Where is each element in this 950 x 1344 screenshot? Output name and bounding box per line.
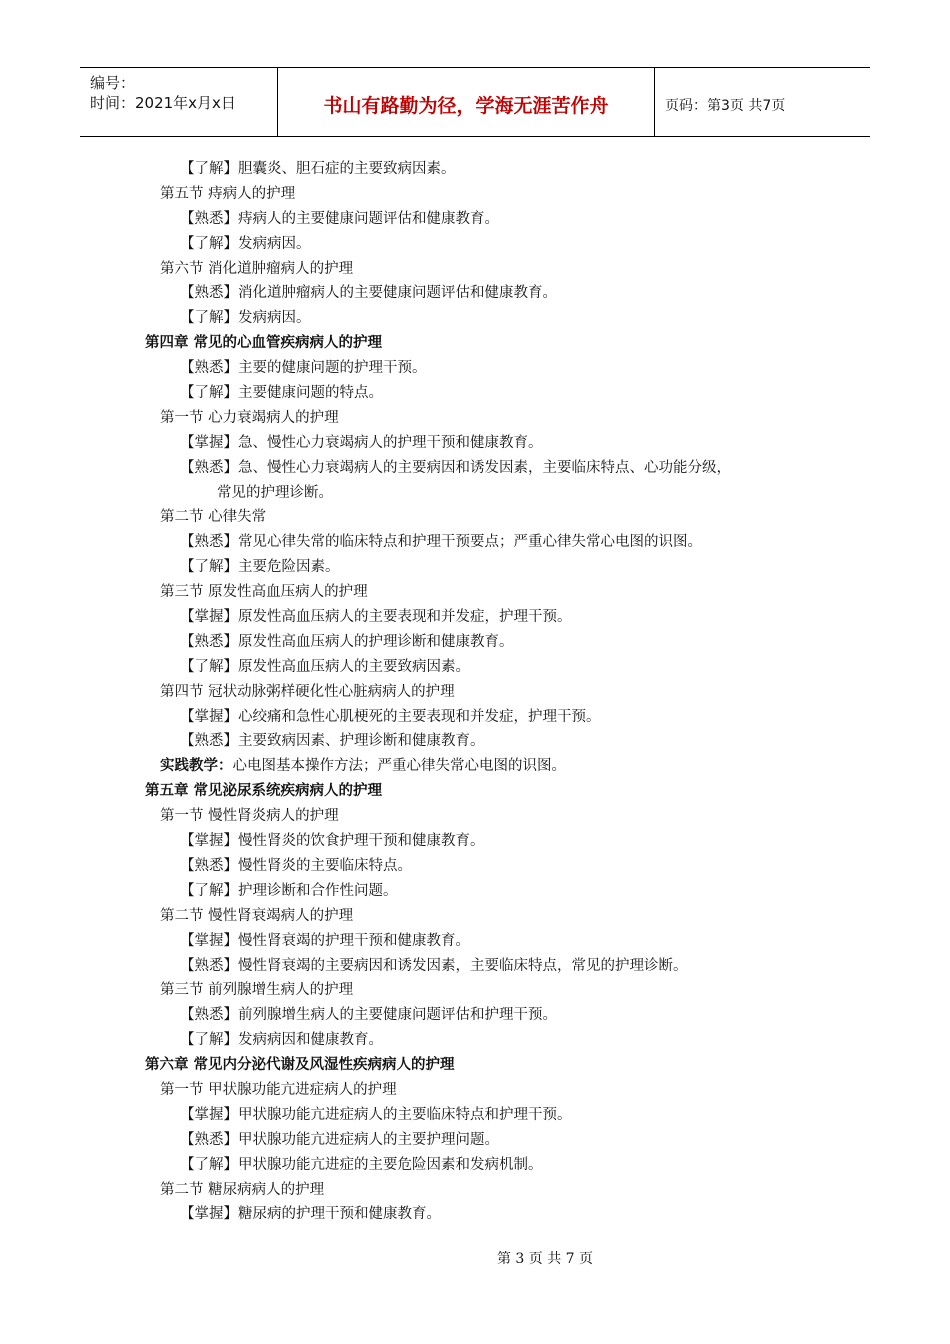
outline-item: 【掌握】心绞痛和急性心肌梗死的主要表现和并发症，护理干预。 <box>180 708 601 725</box>
outline-item: 【了解】发病病因和健康教育。 <box>180 1032 383 1049</box>
section-heading: 第二节 糖尿病病人的护理 <box>160 1181 325 1198</box>
outline-item: 【熟悉】慢性肾炎的主要临床特点。 <box>180 857 412 874</box>
practice-note <box>0 754 950 779</box>
header-motto-cell <box>278 68 655 136</box>
outline-item: 【掌握】慢性肾衰竭的护理干预和健康教育。 <box>180 932 470 949</box>
outline-item: 【熟悉】甲状腺功能亢进症病人的主要护理问题。 <box>180 1131 499 1148</box>
chapter-heading: 第四章 常见的心血管疾病病人的护理 <box>145 335 383 352</box>
header-date-label: 时间：2021年x月x日 <box>90 94 236 112</box>
header-page-label: 页码：第3页 共7页 <box>665 98 786 114</box>
outline-item: 【熟悉】前列腺增生病人的主要健康问题评估和护理干预。 <box>180 1007 557 1024</box>
outline-item: 【了解】甲状腺功能亢进症的主要危险因素和发病机制。 <box>180 1156 543 1173</box>
header-number-label: 编号： <box>90 74 136 92</box>
section-heading: 第三节 原发性高血压病人的护理 <box>160 584 368 601</box>
section-heading: 第六节 消化道肿瘤病人的护理 <box>160 260 354 277</box>
section-heading: 第一节 慢性肾炎病人的护理 <box>160 808 339 825</box>
outline-item: 【掌握】原发性高血压病人的主要表现和并发症，护理干预。 <box>180 609 572 626</box>
outline-item: 【了解】护理诊断和合作性问题。 <box>180 882 398 899</box>
section-heading: 第一节 心力衰竭病人的护理 <box>160 409 339 426</box>
page-footer: 第 3 页 共 7 页 <box>496 1251 594 1267</box>
outline-item: 【了解】胆囊炎、胆石症的主要致病因素。 <box>180 161 456 177</box>
outline-item: 【了解】原发性高血压病人的主要致病因素。 <box>180 658 470 675</box>
header-motto: 书山有路勤为径，学海无涯苦作舟 <box>323 95 609 117</box>
outline-item: 【熟悉】消化道肿瘤病人的主要健康问题评估和健康教育。 <box>180 285 557 302</box>
section-heading: 第四节 冠状动脉粥样硬化性心脏病病人的护理 <box>160 683 455 700</box>
outline-item: 【熟悉】主要致病因素、护理诊断和健康教育。 <box>180 733 485 750</box>
outline-item: 【熟悉】痔病人的主要健康问题评估和健康教育。 <box>180 210 499 227</box>
outline-item: 【掌握】急、慢性心力衰竭病人的护理干预和健康教育。 <box>180 434 543 451</box>
outline-item: 【熟悉】慢性肾衰竭的主要病因和诱发因素，主要临床特点，常见的护理诊断。 <box>180 957 688 974</box>
outline-item: 【熟悉】原发性高血压病人的护理诊断和健康教育。 <box>180 633 514 650</box>
chapter-heading: 第五章 常见泌尿系统疾病病人的护理 <box>145 783 383 800</box>
outline-item: 【了解】主要危险因素。 <box>180 559 340 576</box>
section-heading: 第五节 痔病人的护理 <box>160 185 296 202</box>
practice-label: 实践教学： <box>160 758 233 775</box>
outline-item: 【熟悉】急、慢性心力衰竭病人的主要病因和诱发因素，主要临床特点、心功能分级， <box>180 459 731 476</box>
outline-item: 【了解】发病病因。 <box>180 310 311 327</box>
outline-item: 【掌握】甲状腺功能亢进症病人的主要临床特点和护理干预。 <box>180 1106 572 1123</box>
outline-item: 【了解】发病病因。 <box>180 235 311 252</box>
document-body <box>0 157 950 1227</box>
section-heading: 第二节 慢性肾衰竭病人的护理 <box>160 907 354 924</box>
practice-text: 心电图基本操作方法；严重心律失常心电图的识图。 <box>232 758 566 775</box>
outline-item: 【了解】主要健康问题的特点。 <box>180 385 383 402</box>
outline-item: 【熟悉】主要的健康问题的护理干预。 <box>180 360 427 377</box>
section-heading: 第二节 心律失常 <box>160 509 267 526</box>
outline-item: 【掌握】糖尿病的护理干预和健康教育。 <box>180 1206 441 1223</box>
outline-item: 【掌握】慢性肾炎的饮食护理干预和健康教育。 <box>180 833 485 850</box>
outline-item-continuation: 常见的护理诊断。 <box>217 484 333 501</box>
page-header <box>80 67 870 137</box>
header-info-cell <box>80 68 278 136</box>
header-page-cell <box>655 68 870 136</box>
section-heading: 第一节 甲状腺功能亢进症病人的护理 <box>160 1081 397 1098</box>
section-heading: 第三节 前列腺增生病人的护理 <box>160 982 354 999</box>
outline-item: 【熟悉】常见心律失常的临床特点和护理干预要点；严重心律失常心电图的识图。 <box>180 534 702 551</box>
chapter-heading: 第六章 常见内分泌代谢及风湿性疾病病人的护理 <box>145 1057 455 1074</box>
